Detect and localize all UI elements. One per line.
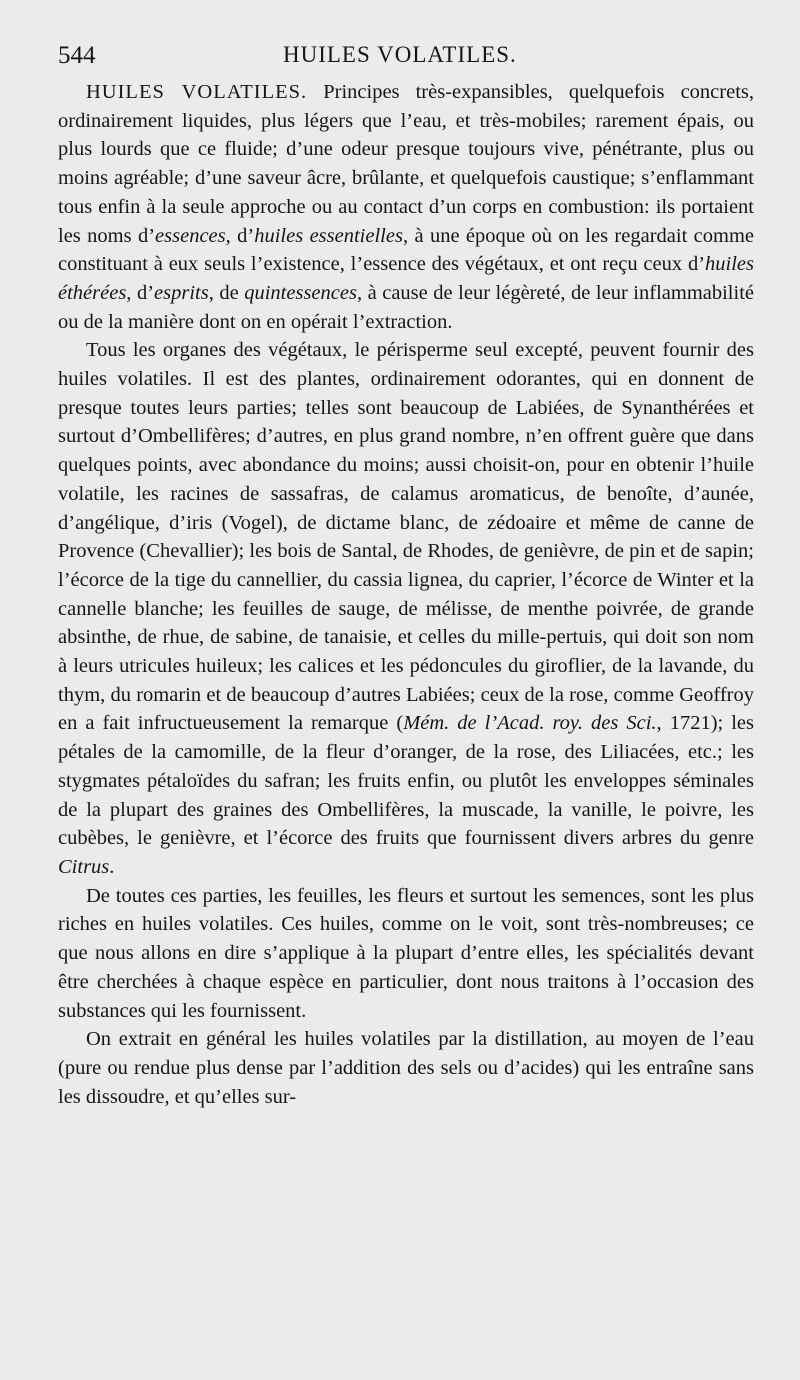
- body-text: [58, 78, 754, 1111]
- italic-text: Citrus: [58, 855, 110, 878]
- text-run: De toutes ces parties, les feuilles, les fleurs et surtout les semences, sont les plus riches en huiles volatiles. Ces huiles, comme on le voit, sont très-nombreuses; ce que nous allons en dire s’applique à la plupart d’entre elles, les spécialités devant être cherchées à chaque espèce en particulier, dont nous traitons à l’occasion des substances qui les fournissent.: [58, 884, 754, 1022]
- italic-text: essences: [155, 224, 226, 247]
- italic-text: huiles essentielles: [254, 224, 403, 247]
- text-run: Principes très-expansibles, quelquefois concrets, ordinairement liquides, plus légers que l’eau, et très-mobiles; rarement épais, ou plus lourds que ce fluide; d’une odeur presque toujours vive, pénétrante, plus ou moins agréable; d’une saveur âcre, brûlante, et quelquefois caustique; s’enflammant tous enfin à la seule approche ou au contact d’un corps en combustion: ils portaient les noms d’: [58, 81, 755, 247]
- paragraph: [58, 78, 754, 336]
- italic-text: Mém. de l’Acad. roy. des Sci.: [403, 712, 657, 735]
- page-number: 544: [58, 42, 96, 69]
- text-run: On extrait en général les huiles volatiles par la distillation, au moyen de l’eau (pure ou rendue plus dense par l’addition des sels ou d’acides) qui les entraîne sans les dissoudre, et qu’elles sur-: [58, 1028, 754, 1108]
- italic-text: quintessences: [244, 281, 357, 304]
- text-run: , d’: [225, 224, 255, 247]
- page-header: [58, 42, 758, 78]
- paragraph: [58, 1025, 754, 1111]
- text-run: , de: [208, 281, 245, 304]
- running-title: HUILES VOLATILES.: [283, 42, 517, 67]
- paragraph: [58, 336, 754, 881]
- text-run: Tous les organes des végétaux, le périsperme seul excepté, peuvent fournir des huiles volatiles. Il est des plantes, ordinairement odorantes, qui en donnent de presque toutes leurs parties; telles sont beaucoup de Labiées, de Synanthérées et surtout d’Ombellifères; d’autres, en plus grand nombre, n’en offrent guère que dans quelques points, avec abondance du moins; aussi choisit-on, pour en obtenir l’huile volatile, les racines de sassafras, de calamus aromaticus, de benoîte, d’aunée, d’angélique, d’iris (Vogel), de dictame blanc, de zédoaire et même de canne de Provence (Chevallier); les bois de Santal, de Rhodes, de genièvre, de pin et de sapin; l’écorce de la tige du cannellier, du cassia lignea, du caprier, l’écorce de Winter et la cannelle blanche; les feuilles de sauge, de mélisse, de menthe poivrée, de grande absinthe, de rhue, de sabine, de tanaisie, et celles du mille-pertuis, qui doit son nom à leurs utricules huileux; les calices et les pédoncules du giroflier, de la lavande, du thym, du romarin et de beaucoup d’autres Labiées; ceux de la rose, comme Geoffroy en a fait infructueusement la remarque (: [58, 339, 754, 735]
- italic-text: huiles éthérées: [58, 253, 754, 304]
- text-run: , à une époque où on les regardait comme constituant à eux seuls l’existence, l’essence des végétaux, et ont reçu ceux d’: [58, 224, 754, 276]
- text-run: .: [109, 855, 115, 878]
- text-run: , à cause de leur légèreté, de leur inflammabilité ou de la manière dont on en opérait l’extraction.: [58, 281, 754, 333]
- paragraph: [58, 882, 754, 1026]
- entry-headword: HUILES VOLATILES.: [86, 81, 308, 103]
- text-run: , 1721); les pétales de la camomille, de la fleur d’oranger, de la rose, des Liliacées, etc.; les stygmates pétaloïdes du safran; les fruits enfin, ou plutôt les enveloppes séminales de la plupart des graines des Ombellifères, la muscade, la vanille, le poivre, les cubèbes, le genièvre, et l’écorce des fruits que fournissent divers arbres du genre: [58, 712, 754, 850]
- italic-text: esprits: [154, 281, 209, 304]
- text-run: , d’: [126, 281, 155, 304]
